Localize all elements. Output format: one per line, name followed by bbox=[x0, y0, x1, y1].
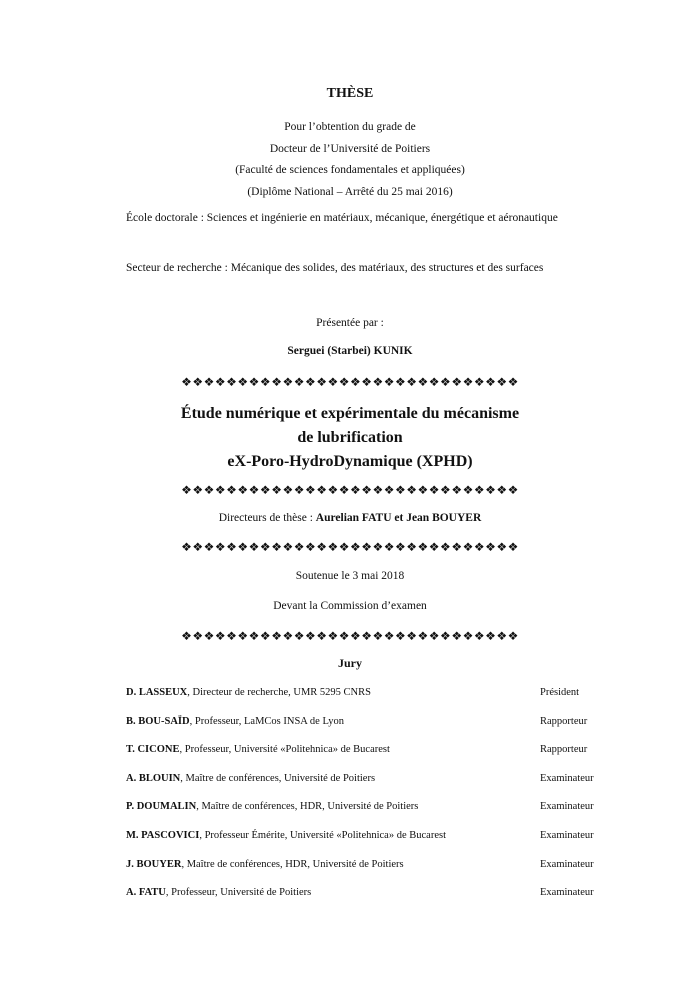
intro-line: (Diplôme National – Arrêté du 25 mai 2016) bbox=[247, 185, 453, 198]
jury-member-name: B. BOU-SAÏD bbox=[126, 715, 190, 727]
directors-names: Aurelian FATU et Jean BOUYER bbox=[315, 512, 482, 524]
jury-member bbox=[126, 829, 616, 858]
jury-member bbox=[126, 858, 616, 887]
jury-list bbox=[126, 686, 616, 915]
jury-member-role: Examinateur bbox=[540, 772, 594, 784]
doctoral-school-value: Sciences et ingénierie en matériaux, mécanique, énergétique et aéronautique bbox=[206, 212, 558, 224]
jury-member bbox=[126, 743, 616, 772]
jury-member-role: Examinateur bbox=[540, 829, 594, 841]
jury-member-name: M. PASCOVICI bbox=[126, 829, 200, 841]
jury-member-name: T. CICONE bbox=[126, 744, 180, 756]
thesis-title-line: Étude numérique et expérimentale du mécanisme bbox=[180, 405, 520, 422]
jury-member-title: , Maître de conférences, HDR, Université de Poitiers bbox=[196, 801, 419, 813]
directors-label: Directeurs de thèse : bbox=[218, 512, 313, 524]
jury-member bbox=[126, 715, 616, 744]
jury-member-title: , Professeur, Université «Politehnica» de Bucarest bbox=[179, 744, 390, 756]
jury-member-role: Examinateur bbox=[540, 887, 594, 899]
presented-by: Présentée par : bbox=[316, 317, 384, 329]
jury-member-role: Examinateur bbox=[540, 858, 594, 870]
jury-member-role: Président bbox=[540, 687, 580, 698]
intro-line: (Faculté de sciences fondamentales et appliquées) bbox=[235, 164, 465, 176]
defense-date: Soutenue le 3 mai 2018 bbox=[295, 570, 405, 582]
separator: ❖❖❖❖❖❖❖❖❖❖❖❖❖❖❖❖❖❖❖❖❖❖❖❖❖❖❖❖❖❖ bbox=[181, 483, 519, 497]
separator: ❖❖❖❖❖❖❖❖❖❖❖❖❖❖❖❖❖❖❖❖❖❖❖❖❖❖❖❖❖❖ bbox=[181, 375, 519, 389]
jury-member-name: D. LASSEUX bbox=[126, 687, 188, 698]
separator: ❖❖❖❖❖❖❖❖❖❖❖❖❖❖❖❖❖❖❖❖❖❖❖❖❖❖❖❖❖❖ bbox=[181, 540, 519, 554]
research-sector-value: Mécanique des solides, des matériaux, des structures et des surfaces bbox=[230, 262, 544, 274]
doctoral-school bbox=[126, 209, 694, 227]
author-name: Serguei (Starbei) KUNIK bbox=[287, 345, 413, 357]
jury-member-name: J. BOUYER bbox=[126, 858, 182, 870]
thesis-title bbox=[0, 402, 700, 474]
research-sector bbox=[126, 259, 700, 277]
jury-member-title: , Directeur de recherche, UMR 5295 CNRS bbox=[187, 687, 371, 698]
thesis-title-line: eX-Poro-HydroDynamique (XPHD) bbox=[227, 453, 473, 470]
degree-info bbox=[0, 117, 700, 203]
jury-member bbox=[126, 686, 616, 715]
separator: ❖❖❖❖❖❖❖❖❖❖❖❖❖❖❖❖❖❖❖❖❖❖❖❖❖❖❖❖❖❖ bbox=[181, 629, 519, 643]
intro-line: Docteur de l’Université de Poitiers bbox=[269, 142, 431, 155]
jury-member-title: , Professeur, LaMCos INSA de Lyon bbox=[189, 715, 345, 727]
doctoral-school-label: École doctorale : bbox=[126, 212, 204, 224]
jury-member-title: , Professeur Émérite, Université «Politehnica» de Bucarest bbox=[199, 829, 446, 841]
research-sector-label: Secteur de recherche : bbox=[126, 262, 228, 274]
intro-line: Pour l’obtention du grade de bbox=[284, 121, 416, 133]
thesis-directors bbox=[0, 512, 700, 524]
document-heading: THÈSE bbox=[326, 86, 374, 101]
jury-heading: Jury bbox=[338, 656, 362, 670]
jury-member-name: A. BLOUIN bbox=[126, 772, 181, 784]
jury-member bbox=[126, 800, 616, 829]
thesis-title-line: de lubrification bbox=[297, 429, 403, 446]
jury-member-role: Examinateur bbox=[540, 801, 594, 813]
examination-commission: Devant la Commission d’examen bbox=[273, 600, 427, 612]
jury-member bbox=[126, 886, 616, 915]
jury-member-title: , Professeur, Université de Poitiers bbox=[165, 887, 312, 899]
jury-member-role: Rapporteur bbox=[540, 744, 588, 756]
jury-member-title: , Maître de conférences, HDR, Université de Poitiers bbox=[181, 858, 404, 870]
jury-member-title: , Maître de conférences, Université de Poitiers bbox=[180, 772, 376, 784]
jury-member bbox=[126, 772, 616, 801]
jury-member-role: Rapporteur bbox=[540, 715, 588, 727]
jury-member-name: P. DOUMALIN bbox=[126, 801, 197, 813]
jury-member-name: A. FATU bbox=[126, 887, 166, 899]
